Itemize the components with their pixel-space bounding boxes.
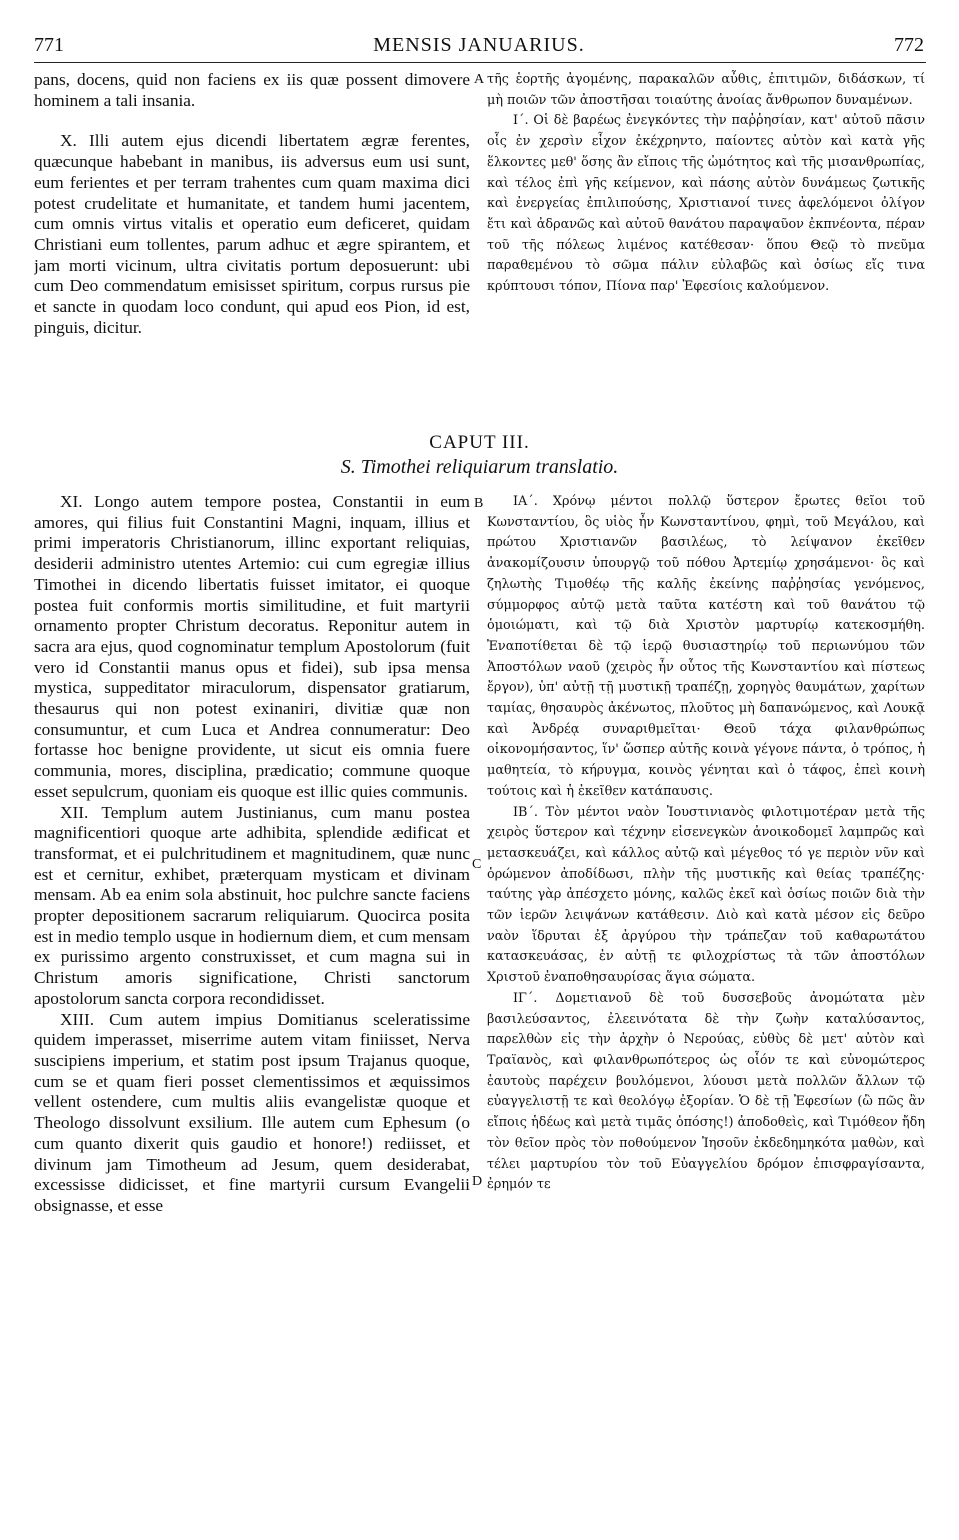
greek-paragraph-i: Ι΄. Οἱ δὲ βαρέως ἐνεγκόντες τὴν παῤῥησίαν, κατ' αὐτοῦ πᾶσιν οἷς ἐν χερσὶν εἶχον ἐκέχρηντο, παίοντες αὐτὸν καὶ κατὰ γῆς ἕλκοντες μεθ' ὅσης ἂν εἴποις τῆς ὠμότητος καὶ τῆς μισανθρωπίας, καὶ τέλος ἐπὶ γῆς κείμενον, καὶ πάσης αὐτὸν δυνάμεως ζωτικῆς καὶ ἐνεργείας ἐπιλιπούσης, Χριστιανοί τινες ἀφελόμενοι ὀλίγον ἔτι καὶ ἀδρανῶς καὶ αὐτοῦ θανάτου παραψαῦον ἐκπνέοντα, πέραν τοῦ τῆς πόλεως λιμένος κατέθεσαν· ὅπου Θεῷ τὸ πνεῦμα παραθεμένου τὸ σῶμα πάλιν εὐλαβῶς καὶ ὁσίως εἴς τινα κρύπτουσι τόπον, Πίονα παρ' Ἐφεσίοις καλούμενον. [487, 113, 925, 295]
margin-marker-d: D [472, 1174, 483, 1189]
greek-paragraph-ib: ΙΒ΄. Τὸν μέντοι ναὸν Ἰουστινιανὸς φιλοτιμοτέραν μετὰ τῆς χειρὸς ὕστερον καὶ τέχνην εἰσενεγκὼν ἀνοικοδομεῖ λαμπρῶς καὶ μετασκευάζει, καὶ κάλλος αὐτῷ καὶ μέγεθος τό γε περιὸν νῦν καὶ ὁρώμενον ἀποδίδωσι, πλὴν τῆς μυστικῆς καὶ θείας τραπέζης· ταύτης γὰρ ἀπέσχετο μόνης, καλῶς ἐκεῖ καὶ ὁσίως ποιῶν διὰ τὴν τῶν ἱερῶν λειψάνων κατάθεσιν. Διὸ καὶ κατὰ μέσον εἰς δεῦρο ναὸν ἵδρυται ἐξ ἀργύρου τὴν τράπεζαν τοῦ καθαρωτάτου κατασκευάσας, ἐν αὐτῇ τε φιλοχρίστως τὰ τῶν ἀποστόλων Χριστοῦ ἐναποθησαυρίσας ἅγια σώματα. [487, 804, 925, 986]
greek-column-bottom [487, 492, 925, 1532]
latin-paragraph-xii: XII. Templum autem Justinianus, cum manu postea magnificentiori quoque arte adhibita, splendide ædificat et transformat, et ei pulchritudinem et magnitudinem, quæ nunc est et cernitur, exhibet, præterquam mysticam et divinam mensam. Ab ea enim sola abstinuit, hoc pulchre sancte faciens propter depositionem sacrarum reliquiarum. Quocirca posita est in medio templo usque in hodiernum diem, et cum mensam ex purissimo argento construxisset, et cum magna sui in Christum amoris significatione, Christi sanctorum apostolorum sancta corpora recondidisset. [34, 802, 470, 1008]
header-rule [34, 62, 926, 63]
running-header [34, 34, 924, 58]
left-page-number: 771 [34, 34, 64, 56]
margin-marker-a: A [474, 72, 485, 87]
greek-paragraph-ia: ΙΑ΄. Χρόνῳ μέντοι πολλῷ ὕστερον ἔρωτες θεῖοι τοῦ Κωνσταντίου, ὃς υἱὸς ἦν Κωνσταντίνου, φημὶ, τοῦ Μεγάλου, καὶ πρώτου Χριστιανῶν βασιλέως, τὸ λείψανον ἐκεῖθεν ἀνακομίζουσιν ὑπουργῷ τοῦ πόθου Ἀρτεμίῳ χρησάμενοι· ὃς καὶ ζηλωτὴς Τιμοθέῳ τῆς καλῆς ἐκείνης παῤῥησίας γενόμενος, σύμμορφος αὐτῷ μετὰ ταῦτα κατέστη καὶ τοῦ θανάτου τῷ ὁμοιώματι, καὶ τῷ διὰ Χριστὸν μαρτυρίῳ κατεκοσμήθη. Ἐναποτίθεται δὲ τῷ ἱερῷ θυσιαστηρίῳ τοῦ περιωνύμου τῶν Ἀποστόλων ναοῦ (χειρὸς ἦν οὗτος τῆς Κωνσταντίου καὶ πίστεως ἔργον), ὑπ' αὐτῇ τῇ μυστικῇ τραπέζῃ, χορηγὸς θαυμάτων, χαρίτων ταμίας, θησαυρὸς ἀκένωτος, πλοῦτος μὴ δαπανώμενος, καὶ Λουκᾷ καὶ Ἀνδρέᾳ συναριθμεῖται· Θεοῦ τάχα φιλανθρώπως οἰκονομήσαντος, ἵν' ὥσπερ αὐτῆς κοινὰ γέγονε πάντα, ὁ τρόπος, ἡ μαθητεία, τὸ κήρυγμα, κοινὸς γένηται καὶ ὁ τάφος, ἐπεὶ κοινὴ τούτοις καὶ ἡ ἐκεῖθεν κατάπαυσις. [487, 494, 925, 799]
right-page-number: 772 [894, 34, 924, 56]
running-title: MENSIS JANUARIUS. [373, 34, 585, 56]
chapter-title: CAPUT III. [429, 432, 530, 453]
margin-marker-b: B [474, 496, 484, 511]
latin-paragraph-xiii: XIII. Cum autem impius Domitianus sceleratissime quidem imperasset, miserrime autem vitam finiisset, Nerva suscipiens imperium, et statim post ipsum Trajanus quoque, cum se et quam fieri posset clementissimos et æquissimos vellent ostendere, cum multis aliis evangelistæ quoque et Theologo dissolvunt exsilium. Ille autem cum Ephesum (o cum quanto dixerit quis gaudio et honore!) rediisset, et divinum jam Timotheum ad Jesum, quem desiderabat, excessisse didicisset, et fine martyrii cursum Evangelii obsignasse, et esse [34, 1009, 470, 1215]
latin-paragraph-intro: pans, docens, quid non faciens ex iis quæ possent dimovere hominem a tali insania. [34, 70, 470, 110]
latin-paragraph-x: X. Illi autem ejus dicendi libertatem ægræ ferentes, quæcunque habebant in manibus, iis adversus eum usi sunt, eum ferientes et per terram trahentes cum quam maxima dici potest crudelitate et humanitate, et tandem humi jacentem, cum omnis virtus vitalis et operatio eum deficeret, quidam Christiani eum tollentes, parum adhuc et ægre spirantem, et jam morti vicinum, ultra civitatis portum deposuerunt: ubi cum Deo commendatum emisisset spiritum, corpus rursus pie et sancte in quodam loco condunt, qui apud eos Pion, id est, pinguis, dicitur. [34, 131, 470, 337]
greek-paragraph-ig: ΙΓ΄. Δομετιανοῦ δὲ τοῦ δυσσεβοῦς ἀνομώτατα μὲν βασιλεύσαντος, ἐλεεινότατα δὲ τὴν ζωὴν καταλύσαντος, παρελθὼν εἰς τὴν ἀρχὴν ὁ Νερούας, εὐθὺς δὲ μετ' αὐτὸν καὶ Τραϊανὸς, καὶ φιλανθρωπότερος ὡς οἷόν τε καὶ εὐνομώτερος ἑαυτοὺς παρέχειν βουλόμενοι, λύουσι μετὰ πολλῶν ἄλλων τῷ εὐαγγελιστῇ τε καὶ θεολόγῳ ἐξορίαν. Ὁ δὲ τῇ Ἐφεσίων (ὢ πῶς ἂν εἴποις ἡδέως καὶ μετὰ τιμᾶς ὁπόσης!) ἀποδοθεὶς, καὶ Τιμόθεον ἤδη τὸν θεῖον πρὸς τὸν ποθούμενον Ἰησοῦν ἐκδεδημηκότα μαθὼν, καὶ τέλει μαρτυρίου τὸν τοῦ Εὐαγγελίου δρόμον ἐπισφραγίσαντα, ἐρημόν τε [487, 990, 925, 1193]
latin-column-bottom [34, 492, 470, 1532]
greek-column-top [487, 70, 925, 420]
greek-paragraph-intro: τῆς ἑορτῆς ἀγομένης, παρακαλῶν αὖθις, ἐπιτιμῶν, διδάσκων, τί μὴ ποιῶν τῶν ἀποστῆσαι τοιαύτης ἀνοίας ἄνθρωπον δυναμένων. [487, 72, 925, 108]
latin-paragraph-xi: XI. Longo autem tempore postea, Constantii in eum amores, qui filius fuit Constantini Magni, inquam, illius et primi imperatoris Christianorum, illinc exportant reliquias, desiderii administro utentes Artemio: cui cum egregiæ illius Timothei in dicendo libertatis fuisset imitator, ei quoque postea fuit conformis mortis similitudine, et fuit martyrii ornamento propter Christum decoratus. Reponitur autem in sacra ara ejus, quod cognominatur templum Apostolorum (fuit vero id Constantii manus opus et fidei), sub ipsa mensa mystica, suppeditator miraculorum, dispensator gratiarum, thesaurus qui non potest exinaniri, divitiæ quæ non consumuntur, et cum Luca et Andrea connumeratur: Deo fortasse hoc benigne providente, ut sicut eis omnia fuere communia, mores, disciplina, prædicatio; commune quoque esset sepulcrum, quoniam eis quoque est illic quies communis. [34, 492, 470, 801]
latin-column-top [34, 70, 470, 420]
chapter-subtitle: S. Timothei reliquiarum translatio. [340, 456, 619, 478]
margin-marker-c: C [472, 857, 482, 872]
